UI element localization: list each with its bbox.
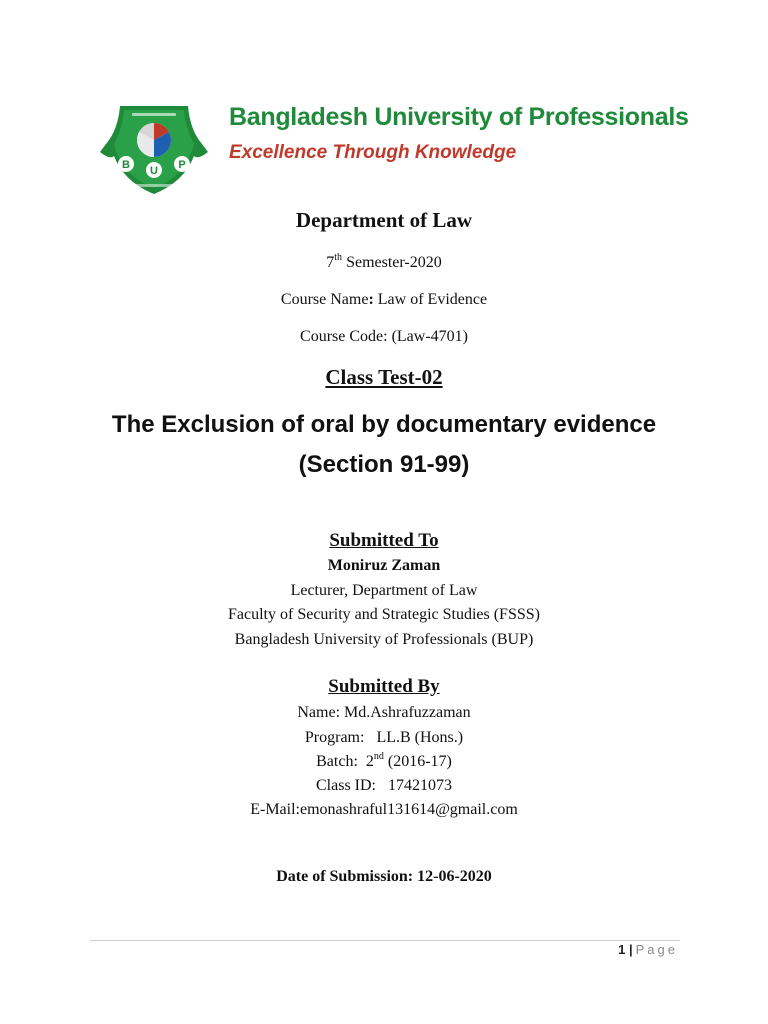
page-number: 1 — [618, 942, 626, 957]
class-test-heading: Class Test-02 — [325, 365, 443, 389]
submitted-to-line: Lecturer, Department of Law — [290, 582, 478, 599]
course-name-line: Course Name: Law of Evidence — [280, 291, 488, 308]
paper-title-line-1: The Exclusion of oral by documentary evidence — [111, 411, 657, 438]
page-label: Page — [635, 942, 678, 957]
footer-divider — [90, 940, 680, 941]
logo-letter-u: U — [150, 165, 158, 177]
submitted-by-heading: Submitted By — [328, 676, 440, 697]
program-line: Program: LL.B (Hons.) — [304, 729, 464, 746]
submitted-to-line: Bangladesh University of Professionals (BUP) — [234, 631, 534, 648]
email-line: E-Mail:emonashraful131614@gmail.com — [250, 801, 518, 818]
course-code-line: Course Code: (Law-4701) — [300, 328, 468, 345]
submitted-to-name: Moniruz Zaman — [327, 557, 441, 574]
university-tagline: Excellence Through Knowledge — [229, 142, 517, 163]
submission-date: Date of Submission: 12-06-2020 — [276, 868, 492, 885]
page-separator: | — [628, 942, 633, 957]
semester-line: 7th Semester-2020 — [326, 251, 442, 271]
class-id-line: Class ID: 17421073 — [316, 777, 452, 794]
logo-letter-b: B — [122, 159, 130, 171]
department-heading: Department of Law — [295, 208, 473, 232]
university-name: Bangladesh University of Professionals — [229, 103, 689, 131]
submitted-to-heading: Submitted To — [329, 530, 439, 551]
batch-line: Batch: 2nd (2016-17) — [316, 750, 452, 770]
student-name-line: Name: Md.Ashrafuzzaman — [297, 704, 471, 721]
logo-letter-p: P — [178, 159, 186, 171]
paper-title-line-2: (Section 91-99) — [298, 451, 470, 478]
page-footer — [618, 942, 678, 957]
bup-logo — [98, 100, 210, 196]
submitted-to-line: Faculty of Security and Strategic Studies (FSSS) — [228, 606, 540, 623]
